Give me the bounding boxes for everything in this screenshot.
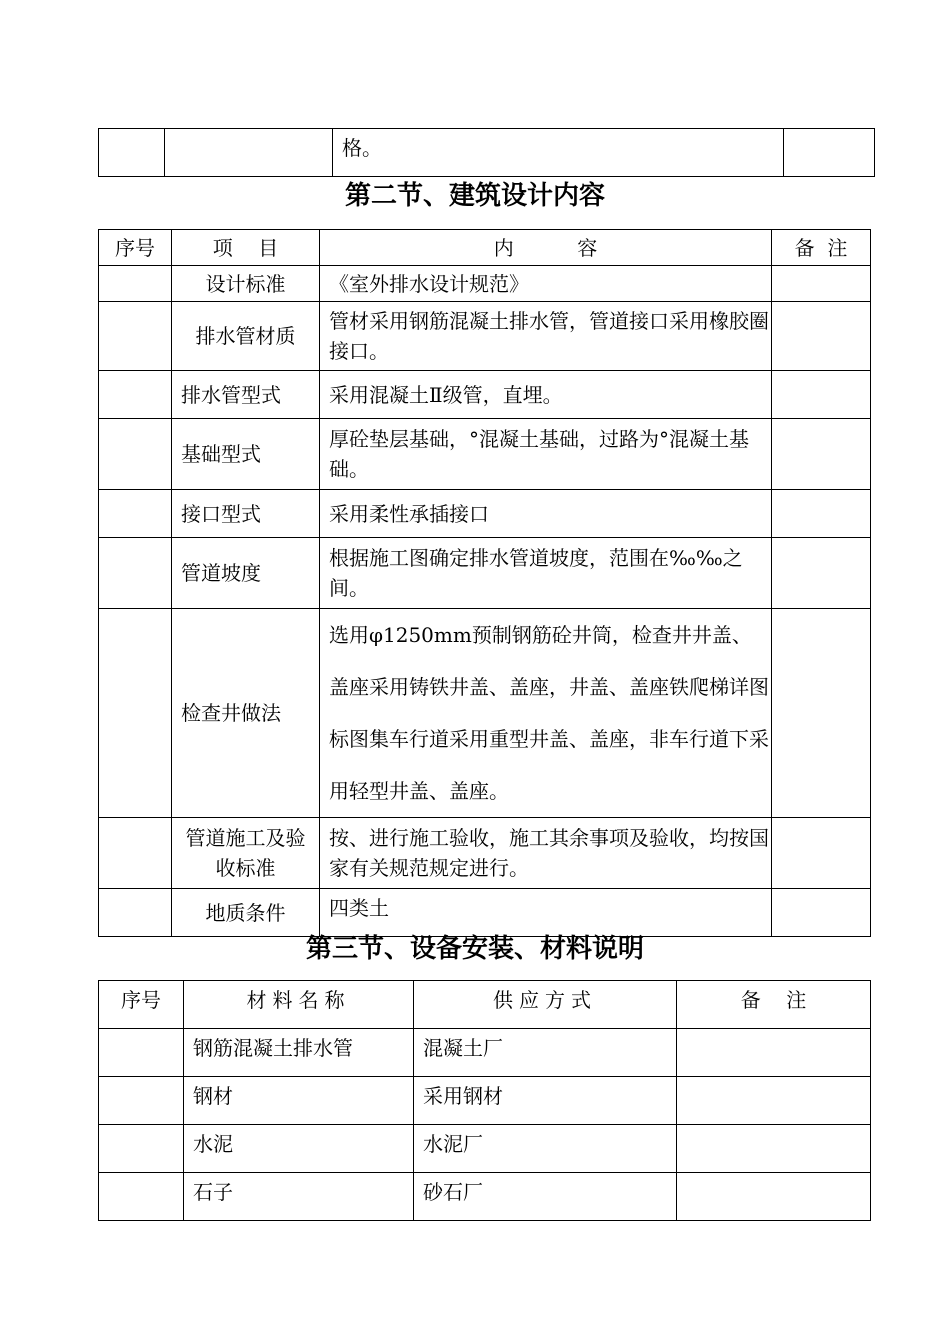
item-cell: 管道坡度 [172, 538, 320, 609]
seq-cell [99, 490, 172, 538]
content-cell: 采用柔性承插接口 [320, 490, 772, 538]
name-cell: 水泥 [184, 1125, 414, 1173]
item-cell: 设计标准 [172, 266, 320, 302]
seq-cell [99, 1125, 184, 1173]
name-cell: 钢筋混凝土排水管 [184, 1029, 414, 1077]
seq-cell [99, 266, 172, 302]
content-cell: 采用混凝土Ⅱ级管，直埋。 [320, 371, 772, 419]
seq-cell [99, 371, 172, 419]
content-cell: 根据施工图确定排水管道坡度，范围在‰‰之间。 [320, 538, 772, 609]
supply-cell: 砂石厂 [414, 1173, 677, 1221]
table-row [99, 1077, 871, 1125]
content-cell: 管材采用钢筋混凝土排水管，管道接口采用橡胶圈接口。 [320, 302, 772, 371]
remark-cell [677, 1125, 871, 1173]
continuation-table [98, 128, 875, 177]
table-row [99, 129, 875, 177]
seq-cell [99, 1173, 184, 1221]
table-row [99, 490, 871, 538]
item-cell: 排水管材质 [172, 302, 320, 371]
table-row [99, 1125, 871, 1173]
item-cell: 检查井做法 [172, 609, 320, 818]
remark-cell [677, 1173, 871, 1221]
table-row [99, 818, 871, 889]
remark-cell [772, 818, 871, 889]
remark-cell [784, 129, 875, 177]
supply-cell: 采用钢材 [414, 1077, 677, 1125]
header-supply: 供应方式 [414, 981, 677, 1029]
seq-cell [99, 1029, 184, 1077]
seq-cell [99, 609, 172, 818]
remark-cell [677, 1077, 871, 1125]
table-row [99, 1173, 871, 1221]
remark-cell [677, 1029, 871, 1077]
seq-cell [99, 419, 172, 490]
table-row [99, 609, 871, 818]
section2-title: 第二节、建筑设计内容 [344, 181, 605, 211]
item-cell: 管道施工及验收标准 [172, 818, 320, 889]
header-remark: 备 注 [677, 981, 871, 1029]
seq-cell [99, 818, 172, 889]
seq-cell [99, 538, 172, 609]
supply-cell: 混凝土厂 [414, 1029, 677, 1077]
header-remark: 备 注 [772, 230, 871, 266]
seq-cell [99, 129, 165, 177]
content-cell: 四类土 [320, 889, 772, 937]
table-header-row [99, 230, 871, 266]
header-name: 材料名称 [184, 981, 414, 1029]
header-seq: 序号 [99, 230, 172, 266]
item-cell: 接口型式 [172, 490, 320, 538]
materials-table [98, 980, 871, 1221]
content-cell: 格。 [333, 129, 784, 177]
seq-cell [99, 1077, 184, 1125]
remark-cell [772, 538, 871, 609]
header-content: 内 容 [320, 230, 772, 266]
name-cell: 钢材 [184, 1077, 414, 1125]
table-header-row [99, 981, 871, 1029]
content-cell: 按、进行施工验收，施工其余事项及验收，均按国家有关规范规定进行。 [320, 818, 772, 889]
content-cell: 《室外排水设计规范》 [320, 266, 772, 302]
remark-cell [772, 609, 871, 818]
section3-title: 第三节、设备安装、材料说明 [305, 934, 644, 964]
remark-cell [772, 419, 871, 490]
remark-cell [772, 371, 871, 419]
supply-cell: 水泥厂 [414, 1125, 677, 1173]
item-cell [165, 129, 333, 177]
remark-cell [772, 266, 871, 302]
table-row [99, 266, 871, 302]
name-cell: 石子 [184, 1173, 414, 1221]
content-cell: 选用φ1250mm预制钢筋砼井筒，检查井井盖、盖座采用铸铁井盖、盖座，井盖、盖座铁爬梯详图标图集车行道采用重型井盖、盖座，非车行道下采用轻型井盖、盖座。 [320, 609, 772, 818]
item-cell: 排水管型式 [172, 371, 320, 419]
table-row [99, 538, 871, 609]
table-row [99, 419, 871, 490]
content-cell: 厚砼垫层基础，°混凝土基础，过路为°混凝土基础。 [320, 419, 772, 490]
design-content-table [98, 229, 871, 937]
table-row [99, 302, 871, 371]
item-cell: 基础型式 [172, 419, 320, 490]
seq-cell [99, 302, 172, 371]
header-seq: 序号 [99, 981, 184, 1029]
table-row [99, 1029, 871, 1077]
header-item: 项 目 [172, 230, 320, 266]
table-row [99, 371, 871, 419]
remark-cell [772, 302, 871, 371]
remark-cell [772, 490, 871, 538]
item-cell: 地质条件 [172, 889, 320, 937]
